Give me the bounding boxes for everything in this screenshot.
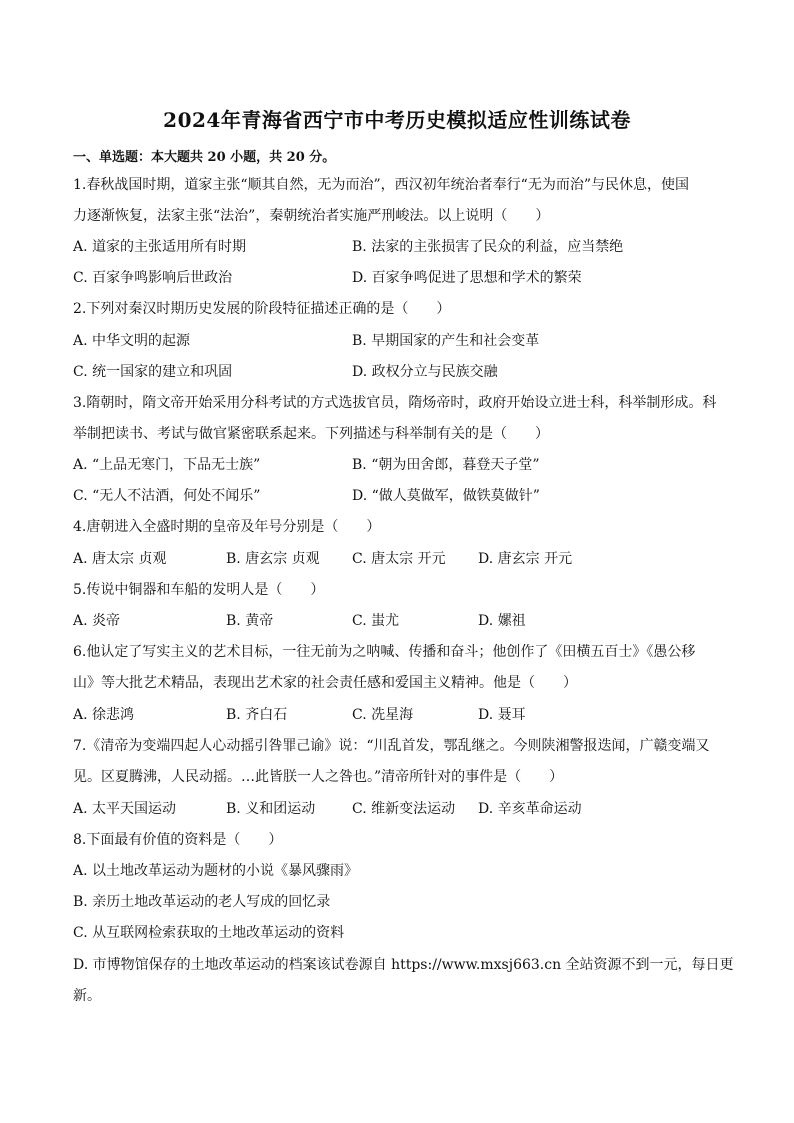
question-1-line-1: 1.春秋战国时期，道家主张“顺其自然，无为而治”，西汉初年统治者奉行“无为而治”与民休息，使国 <box>73 177 689 193</box>
question-7-line-2: 见。区夏腾沸，人民动摇。…此皆朕一人之咎也。”清帝所针对的事件是（ ） <box>73 769 564 785</box>
question-7-option-c: C. 维新变法运动 <box>352 801 456 817</box>
question-6-line-2: 山》等大批艺术精品，表现出艺术家的社会责任感和爱国主义精神。他是（ ） <box>73 675 577 691</box>
question-6-option-b: B. 齐白石 <box>226 707 288 723</box>
question-5-option-b: B. 黄帝 <box>226 613 274 629</box>
question-8-option-d: D. 市博物馆保存的土地改革运动的档案该试卷源自 https://www.mxsj663.cn 全站资源不到一元，每日更 <box>73 957 734 973</box>
question-3-line-2: 举制把读书、考试与做官紧密联系起来。下列描述与科举制有关的是（ ） <box>73 426 549 442</box>
question-4-option-b: B. 唐玄宗 贞观 <box>226 551 320 567</box>
question-4-option-d: D. 唐玄宗 开元 <box>478 551 573 567</box>
question-7-option-d: D. 辛亥革命运动 <box>478 801 582 817</box>
question-8-line-1: 8.下面最有价值的资料是（ ） <box>73 832 283 848</box>
question-1-option-b: B. 法家的主张损害了民众的利益，应当禁绝 <box>352 239 624 255</box>
question-8-option-b: B. 亲历土地改革运动的老人写成的回忆录 <box>73 894 331 910</box>
question-5-line-1: 5.传说中铜器和车船的发明人是（ ） <box>73 582 325 598</box>
question-8-option-d-continued: 新。 <box>73 988 101 1004</box>
question-2-option-a: A. 中华文明的起源 <box>73 333 191 349</box>
question-7-option-a: A. 太平天国运动 <box>73 801 177 817</box>
question-6-option-a: A. 徐悲鸿 <box>73 707 135 723</box>
section-heading: 一、单选题：本大题共 20 小题，共 20 分。 <box>73 150 336 165</box>
question-6-option-c: C. 冼星海 <box>352 707 414 723</box>
question-2-option-c: C. 统一国家的建立和巩固 <box>73 364 233 380</box>
question-2-option-d: D. 政权分立与民族交融 <box>352 364 498 380</box>
question-3-option-c: C. “无人不沽酒，何处不闻乐” <box>73 488 261 504</box>
question-3-option-a: A. “上品无寒门，下品无士族” <box>73 457 261 473</box>
question-4-option-c: C. 唐太宗 开元 <box>352 551 446 567</box>
question-1-option-a: A. 道家的主张适用所有时期 <box>73 239 247 255</box>
question-6-option-d: D. 聂耳 <box>478 707 526 723</box>
question-3-option-d: D. “做人莫做军，做铁莫做针” <box>352 488 540 504</box>
question-7-option-b: B. 义和团运动 <box>226 801 316 817</box>
question-8-option-c: C. 从互联网检索获取的土地改革运动的资料 <box>73 925 345 941</box>
question-4-line-1: 4.唐朝进入全盛时期的皇帝及年号分别是（ ） <box>73 519 381 535</box>
question-5-option-a: A. 炎帝 <box>73 613 121 629</box>
question-2-line-1: 2.下列对秦汉时期历史发展的阶段特征描述正确的是（ ） <box>73 301 451 317</box>
question-1-line-2: 力逐渐恢复，法家主张“法治”，秦朝统治者实施严刑峻法。以上说明（ ） <box>73 208 550 224</box>
question-1-option-c: C. 百家争鸣影响后世政治 <box>73 270 233 286</box>
question-1-option-d: D. 百家争鸣促进了思想和学术的繁荣 <box>352 270 582 286</box>
exam-title: 2024年青海省西宁市中考历史模拟适应性训练试卷 <box>163 108 631 132</box>
question-5-option-d: D. 嫘祖 <box>478 613 526 629</box>
question-5-option-c: C. 蚩尤 <box>352 613 400 629</box>
question-2-option-b: B. 早期国家的产生和社会变革 <box>352 333 540 349</box>
question-3-option-b: B. “朝为田舍郎，暮登天子堂” <box>352 457 540 473</box>
question-4-option-a: A. 唐太宗 贞观 <box>73 551 167 567</box>
question-8-option-a: A. 以土地改革运动为题材的小说《暴风骤雨》 <box>73 863 359 879</box>
question-6-line-1: 6.他认定了写实主义的艺术目标，一往无前为之呐喊、传播和奋斗；他创作了《田横五百士》《愚公移 <box>73 644 696 660</box>
question-3-line-1: 3.隋朝时，隋文帝开始采用分科考试的方式选拔官员，隋炀帝时，政府开始设立进士科，科举制形成。科 <box>73 395 717 411</box>
question-7-line-1: 7.《清帝为变端四起人心动摇引咎罪己谕》说：“川乱首发，鄂乱继之。今则陕湘警报迭闻，广赣变端又 <box>73 738 710 754</box>
